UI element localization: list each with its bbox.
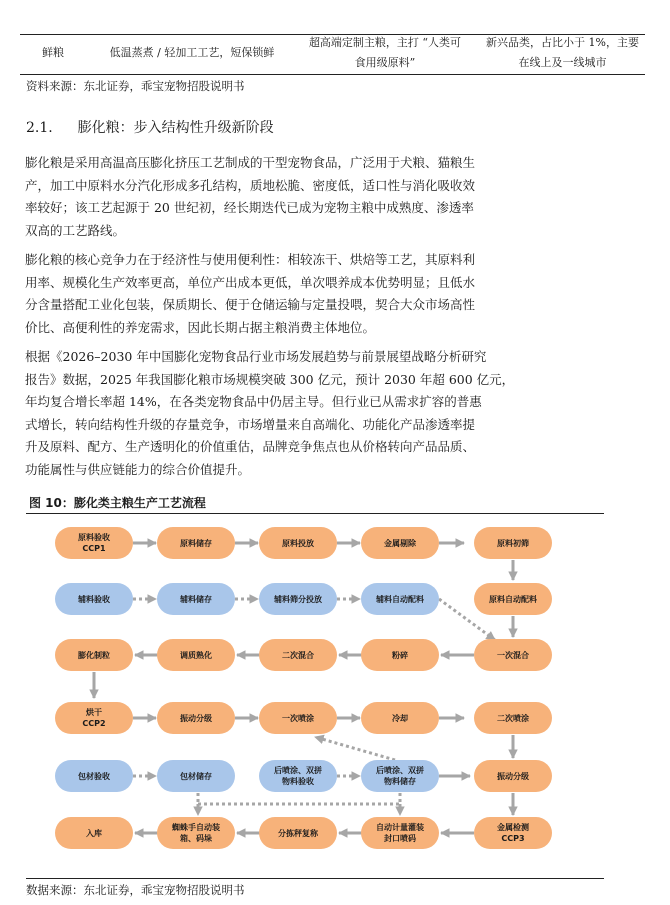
paragraph-line: 双高的工艺路线。 [25, 222, 126, 238]
paragraph-line: 率较好；该工艺起源于 20 世纪初，经长期迭代已成为宠物主粮中成熟度、渗透率 [25, 200, 474, 216]
node-auxiliary-inspection: 辅料验收 [55, 583, 133, 615]
node-conditioning: 调质熟化 [157, 639, 235, 671]
node-vibrating-grading: 振动分级 [157, 702, 235, 734]
node-topping-inspection: 后喷涂、双拼 物料验收 [259, 760, 337, 792]
figure-bottom-rule [26, 878, 604, 879]
paragraph-line: 功能属性与供应链能力的综合价值提升。 [25, 461, 251, 477]
paragraph-line: 升及原料、配方、生产透明化的价值重估，品牌竞争焦点也从价格转向产品品质、 [25, 439, 476, 455]
table-cell-positioning-2: 食用级原料” [354, 56, 416, 69]
node-cooling: 冷却 [361, 702, 439, 734]
node-topping-storage: 后喷涂、双拼 物料储存 [361, 760, 439, 792]
paragraph-line: 式增长，转向结构性升级的存量竞争，市场增量来自高端化、功能化产品渗透率提 [25, 416, 476, 432]
node-grinding: 粉碎 [361, 639, 439, 671]
node-metal-removal: 金属剔除 [361, 527, 439, 559]
node-packaging-inspection: 包材验收 [55, 760, 133, 792]
node-second-mixing: 二次混合 [259, 639, 337, 671]
table-cell-share-1: 新兴品类，占比小于 1%，主要 [486, 36, 639, 49]
node-auxiliary-sieving: 辅料筛分投放 [259, 583, 337, 615]
table-source: 资料来源：东北证券，乖宝宠物招股说明书 [26, 79, 245, 93]
node-vibrating-grading-2: 振动分级 [474, 760, 552, 792]
section-title: 膨化粮：步入结构性升级新阶段 [77, 120, 274, 136]
table-cell-positioning-1: 超高端定制主粮，主打 “人类可 [308, 36, 462, 49]
paragraph-line: 报告》数据，2025 年我国膨化粮市场规模突破 300 亿元，预计 2030 年超 600 亿元， [25, 371, 515, 387]
node-robotic-palletizing: 蜘蛛手自动装 箱、码垛 [157, 817, 235, 849]
paragraph-line: 根据《2026–2030 年中国膨化宠物食品行业市场发展趋势与前景展望战略分析研究 [25, 349, 487, 364]
paragraph-line: 用率、规模化生产效率更高，单位产出成本更低，单次喂养成本优势明显；且低水 [25, 274, 476, 290]
node-metal-detection: 金属检测 CCP3 [474, 817, 552, 849]
table-cell-process: 低温蒸煮 / 轻加工工艺，短保锁鲜 [109, 46, 275, 59]
arrow [315, 737, 395, 760]
node-raw-material-inspection: 原料验收 CCP1 [55, 527, 133, 559]
node-raw-material-screening: 原料初筛 [474, 527, 552, 559]
node-raw-material-feeding: 原料投放 [259, 527, 337, 559]
node-packaging-storage: 包材储存 [157, 760, 235, 792]
node-auxiliary-storage: 辅料储存 [157, 583, 235, 615]
paragraph-line: 膨化粮是采用高温高压膨化挤压工艺制成的干型宠物食品，广泛用于犬粮、猫粮生 [25, 155, 476, 170]
figure-title: 图 10：膨化类主粮生产工艺流程 [29, 496, 206, 510]
node-raw-material-storage: 原料储存 [157, 527, 235, 559]
section-number: 2.1. [26, 120, 53, 136]
paragraph-line: 膨化粮的核心竞争力在于经济性与使用便利性：相较冻干、烘焙等工艺，其原料利 [25, 252, 476, 267]
paragraph-line: 分含量搭配工业化包装，保质期长、便于仓储运输与定量投喂，契合大众市场高性 [25, 297, 476, 313]
node-weight-recheck: 分拣秤复称 [259, 817, 337, 849]
figure-source: 数据来源：东北证券，乖宝宠物招股说明书 [26, 883, 245, 897]
node-drying: 烘干 CCP2 [55, 702, 133, 734]
table-cell-share-2: 在线上及一线城市 [518, 56, 607, 69]
node-extrusion: 膨化制粒 [55, 639, 133, 671]
node-first-mixing: 一次混合 [474, 639, 552, 671]
paragraph-line: 产，加工中原料水分汽化形成多孔结构，质地松脆、密度低，适口性与消化吸收效 [25, 177, 476, 193]
node-first-coating: 一次喷涂 [259, 702, 337, 734]
paragraph-line: 价比、高便利性的养宠需求，因此长期占据主粮消费主体地位。 [25, 319, 376, 335]
table-cell-category: 鲜粮 [42, 46, 64, 59]
node-raw-material-batching: 原料自动配料 [474, 583, 552, 615]
paragraph-line: 年均复合增长率超 14%，在各类宠物食品中仍居主导。但行业已从需求扩容的普惠 [25, 394, 482, 410]
node-second-coating: 二次喷涂 [474, 702, 552, 734]
node-auxiliary-batching: 辅料自动配料 [361, 583, 439, 615]
node-warehousing: 入库 [55, 817, 133, 849]
node-auto-filling: 自动计量灌装 封口喷码 [361, 817, 439, 849]
